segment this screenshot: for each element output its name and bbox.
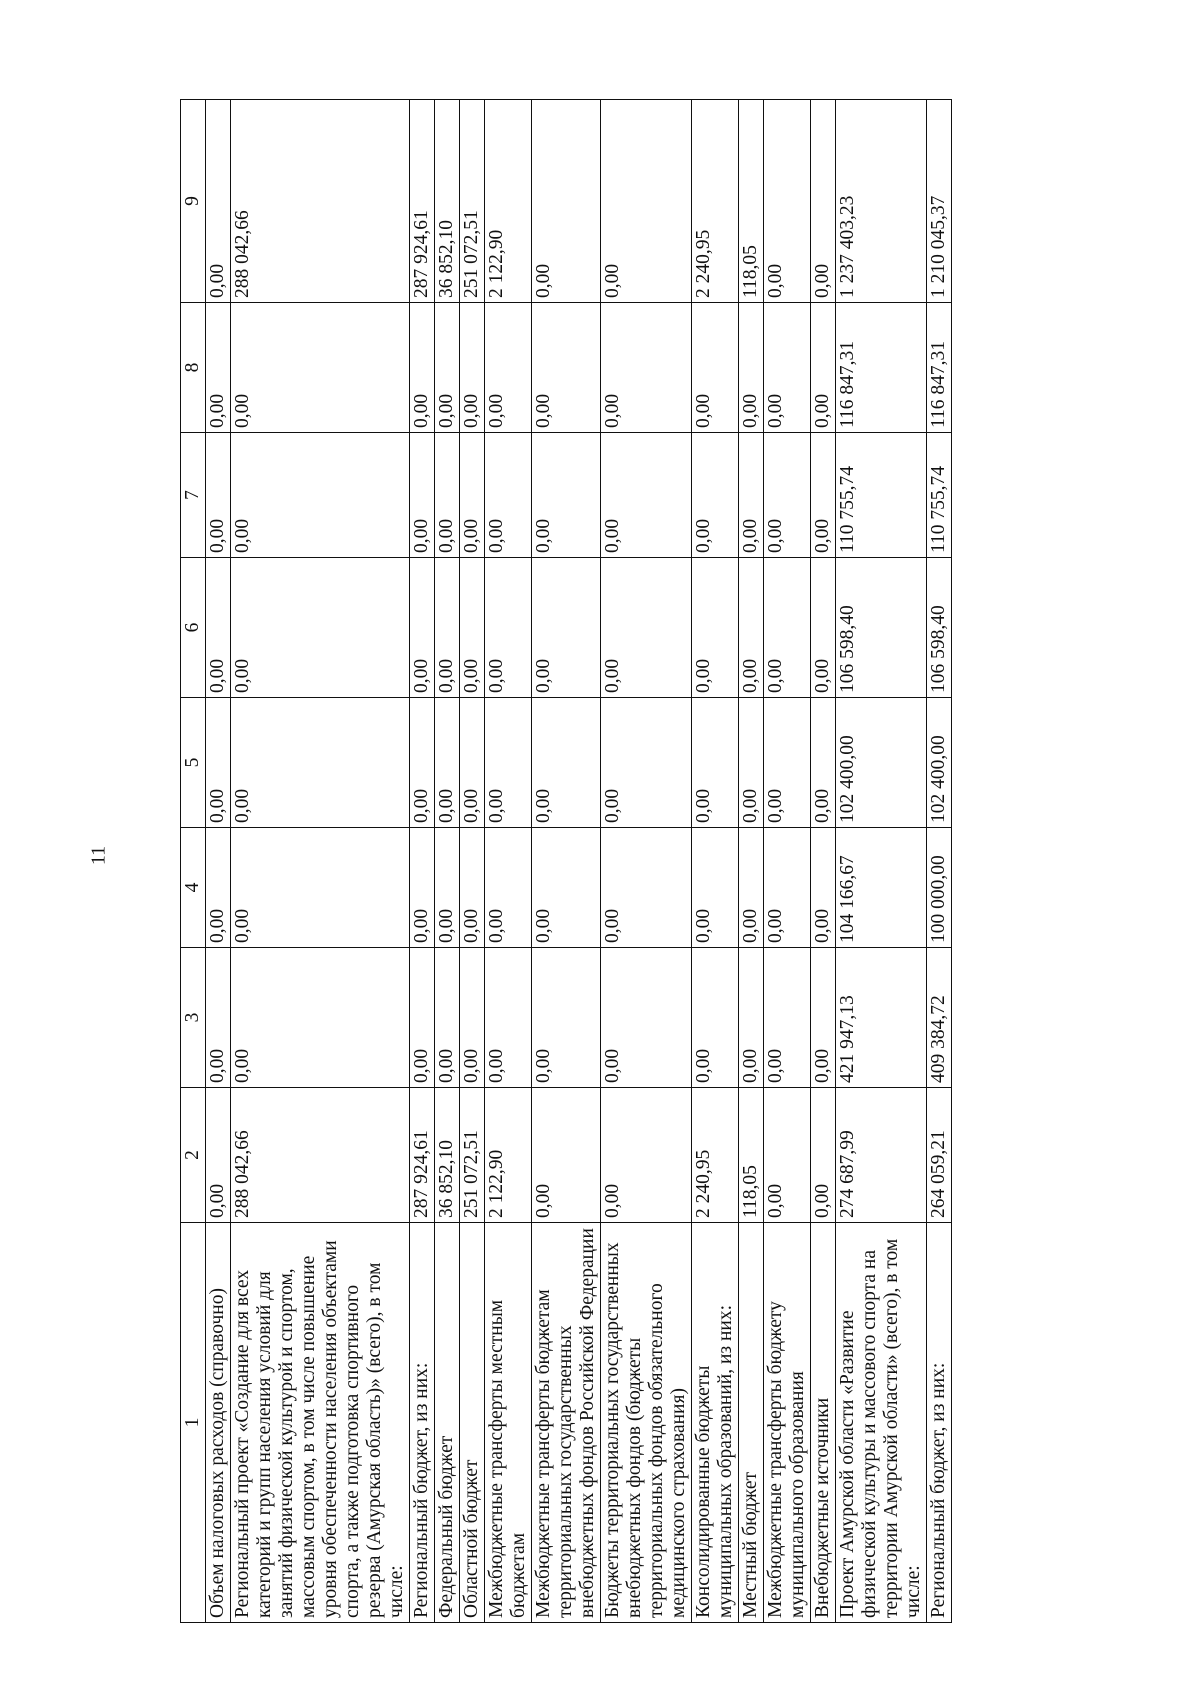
value-cell: 110 755,74 [836, 433, 927, 558]
value-cell: 0,00 [435, 558, 460, 698]
value-cell: 0,00 [206, 698, 231, 828]
column-header: 4 [181, 828, 206, 948]
value-cell: 0,00 [739, 303, 764, 433]
value-cell: 2 240,95 [692, 100, 739, 303]
table-row [485, 100, 532, 1623]
value-cell: 2 122,90 [485, 100, 532, 303]
table-row [231, 100, 410, 1623]
value-cell: 0,00 [460, 303, 485, 433]
value-cell: 287 924,61 [410, 100, 435, 303]
value-cell: 0,00 [206, 558, 231, 698]
column-header: 5 [181, 698, 206, 828]
table-row [927, 100, 952, 1623]
table-row [206, 100, 231, 1623]
rotated-table-area [180, 100, 1113, 1623]
row-label-cell: Федеральный бюджет [435, 1223, 460, 1623]
value-cell: 0,00 [410, 698, 435, 828]
table-row [836, 100, 927, 1623]
column-header: 2 [181, 1088, 206, 1223]
table-body [206, 100, 952, 1623]
value-cell: 0,00 [206, 1088, 231, 1223]
value-cell: 100 000,00 [927, 828, 952, 948]
value-cell: 0,00 [231, 558, 410, 698]
value-cell: 0,00 [460, 558, 485, 698]
value-cell: 0,00 [739, 828, 764, 948]
value-cell: 0,00 [532, 1088, 601, 1223]
value-cell: 0,00 [739, 948, 764, 1088]
value-cell: 102 400,00 [927, 698, 952, 828]
value-cell: 0,00 [410, 433, 435, 558]
value-cell: 288 042,66 [231, 1088, 410, 1223]
value-cell: 104 166,67 [836, 828, 927, 948]
value-cell: 0,00 [231, 303, 410, 433]
value-cell: 0,00 [532, 100, 601, 303]
value-cell: 118,05 [739, 100, 764, 303]
value-cell: 0,00 [811, 433, 836, 558]
value-cell: 1 237 403,23 [836, 100, 927, 303]
value-cell: 0,00 [435, 828, 460, 948]
value-cell: 0,00 [435, 303, 460, 433]
table-row [460, 100, 485, 1623]
value-cell: 0,00 [231, 828, 410, 948]
value-cell: 0,00 [692, 433, 739, 558]
header-row [181, 100, 206, 1623]
row-label-cell: Местный бюджет [739, 1223, 764, 1623]
value-cell: 0,00 [410, 303, 435, 433]
value-cell: 0,00 [739, 558, 764, 698]
table-row [435, 100, 460, 1623]
value-cell: 421 947,13 [836, 948, 927, 1088]
page-number: 11 [87, 845, 110, 866]
value-cell: 0,00 [692, 948, 739, 1088]
value-cell: 0,00 [435, 433, 460, 558]
column-header: 9 [181, 100, 206, 303]
value-cell: 0,00 [460, 948, 485, 1088]
value-cell: 0,00 [764, 828, 811, 948]
table-row [739, 100, 764, 1623]
value-cell: 0,00 [532, 698, 601, 828]
value-cell: 0,00 [485, 948, 532, 1088]
value-cell: 0,00 [811, 558, 836, 698]
value-cell: 116 847,31 [836, 303, 927, 433]
value-cell: 0,00 [206, 303, 231, 433]
value-cell: 0,00 [410, 558, 435, 698]
value-cell: 251 072,51 [460, 100, 485, 303]
value-cell: 251 072,51 [460, 1088, 485, 1223]
value-cell: 0,00 [231, 433, 410, 558]
value-cell: 274 687,99 [836, 1088, 927, 1223]
value-cell: 409 384,72 [927, 948, 952, 1088]
row-label-cell: Внебюджетные источники [811, 1223, 836, 1623]
value-cell: 0,00 [601, 558, 692, 698]
value-cell: 118,05 [739, 1088, 764, 1223]
value-cell: 288 042,66 [231, 100, 410, 303]
value-cell: 0,00 [764, 100, 811, 303]
value-cell: 0,00 [764, 698, 811, 828]
value-cell: 36 852,10 [435, 100, 460, 303]
value-cell: 0,00 [485, 698, 532, 828]
value-cell: 0,00 [460, 828, 485, 948]
value-cell: 0,00 [460, 698, 485, 828]
row-label-cell: Бюджеты территориальных государственных внебюджетных фондов (бюджеты территориальных фондов обязательного медицинского страхования) [601, 1223, 692, 1623]
value-cell: 0,00 [410, 948, 435, 1088]
value-cell: 110 755,74 [927, 433, 952, 558]
value-cell: 0,00 [692, 828, 739, 948]
value-cell: 287 924,61 [410, 1088, 435, 1223]
value-cell: 264 059,21 [927, 1088, 952, 1223]
row-label-cell: Межбюджетные трансферты бюджетам территориальных государственных внебюджетных фондов Российской Федерации [532, 1223, 601, 1623]
value-cell: 0,00 [435, 698, 460, 828]
value-cell: 0,00 [811, 1088, 836, 1223]
value-cell: 0,00 [206, 433, 231, 558]
table-row [692, 100, 739, 1623]
value-cell: 116 847,31 [927, 303, 952, 433]
value-cell: 0,00 [460, 433, 485, 558]
value-cell: 0,00 [485, 558, 532, 698]
value-cell: 0,00 [811, 698, 836, 828]
column-header: 8 [181, 303, 206, 433]
value-cell: 0,00 [231, 948, 410, 1088]
value-cell: 0,00 [532, 558, 601, 698]
column-header: 3 [181, 948, 206, 1088]
table-row [532, 100, 601, 1623]
value-cell: 0,00 [206, 948, 231, 1088]
value-cell: 0,00 [601, 698, 692, 828]
value-cell: 0,00 [435, 948, 460, 1088]
value-cell: 0,00 [764, 303, 811, 433]
column-header: 1 [181, 1223, 206, 1623]
value-cell: 0,00 [485, 303, 532, 433]
value-cell: 0,00 [601, 948, 692, 1088]
value-cell: 2 240,95 [692, 1088, 739, 1223]
value-cell: 1 210 045,37 [927, 100, 952, 303]
value-cell: 0,00 [231, 698, 410, 828]
value-cell: 106 598,40 [836, 558, 927, 698]
row-label-cell: Региональный бюджет, из них: [927, 1223, 952, 1623]
value-cell: 0,00 [692, 698, 739, 828]
table-header [181, 100, 206, 1623]
value-cell: 2 122,90 [485, 1088, 532, 1223]
value-cell: 0,00 [485, 828, 532, 948]
value-cell: 0,00 [601, 100, 692, 303]
row-label-cell: Региональный бюджет, из них: [410, 1223, 435, 1623]
value-cell: 0,00 [811, 828, 836, 948]
value-cell: 0,00 [692, 303, 739, 433]
value-cell: 0,00 [764, 1088, 811, 1223]
column-header: 6 [181, 558, 206, 698]
value-cell: 0,00 [532, 948, 601, 1088]
value-cell: 0,00 [485, 433, 532, 558]
row-label-cell: Межбюджетные трансферты местным бюджетам [485, 1223, 532, 1623]
value-cell: 0,00 [692, 558, 739, 698]
value-cell: 0,00 [811, 100, 836, 303]
value-cell: 0,00 [532, 433, 601, 558]
value-cell: 106 598,40 [927, 558, 952, 698]
column-header: 7 [181, 433, 206, 558]
value-cell: 0,00 [532, 828, 601, 948]
value-cell: 102 400,00 [836, 698, 927, 828]
value-cell: 0,00 [764, 558, 811, 698]
row-label-cell: Проект Амурской области «Развитие физической культуры и массового спорта на территории Амурской области» (всего), в том числе: [836, 1223, 927, 1623]
table-row [410, 100, 435, 1623]
budget-table [180, 99, 952, 1623]
value-cell: 0,00 [601, 1088, 692, 1223]
rotated-table-inner [180, 100, 1113, 1623]
table-row [764, 100, 811, 1623]
row-label-cell: Консолидированные бюджеты муниципальных образований, из них: [692, 1223, 739, 1623]
value-cell: 0,00 [206, 100, 231, 303]
row-label-cell: Объем налоговых расходов (справочно) [206, 1223, 231, 1623]
value-cell: 0,00 [739, 433, 764, 558]
value-cell: 0,00 [601, 433, 692, 558]
row-label-cell: Региональный проект «Создание для всех категорий и групп населения условий для занятий физической культурой и спортом, массовым спортом, в том числе повышение уровня обеспеченности населения объектами спорта, а также подготовка спортивного резерва (Амурская область)» (всего), в том числе: [231, 1223, 410, 1623]
row-label-cell: Областной бюджет [460, 1223, 485, 1623]
row-label-cell: Межбюджетные трансферты бюджету муниципального образования [764, 1223, 811, 1623]
value-cell: 0,00 [811, 948, 836, 1088]
value-cell: 0,00 [764, 433, 811, 558]
value-cell: 0,00 [532, 303, 601, 433]
value-cell: 0,00 [811, 303, 836, 433]
value-cell: 0,00 [601, 828, 692, 948]
value-cell: 0,00 [739, 698, 764, 828]
table-row [601, 100, 692, 1623]
value-cell: 0,00 [764, 948, 811, 1088]
table-row [811, 100, 836, 1623]
value-cell: 0,00 [601, 303, 692, 433]
value-cell: 0,00 [410, 828, 435, 948]
value-cell: 0,00 [206, 828, 231, 948]
value-cell: 36 852,10 [435, 1088, 460, 1223]
